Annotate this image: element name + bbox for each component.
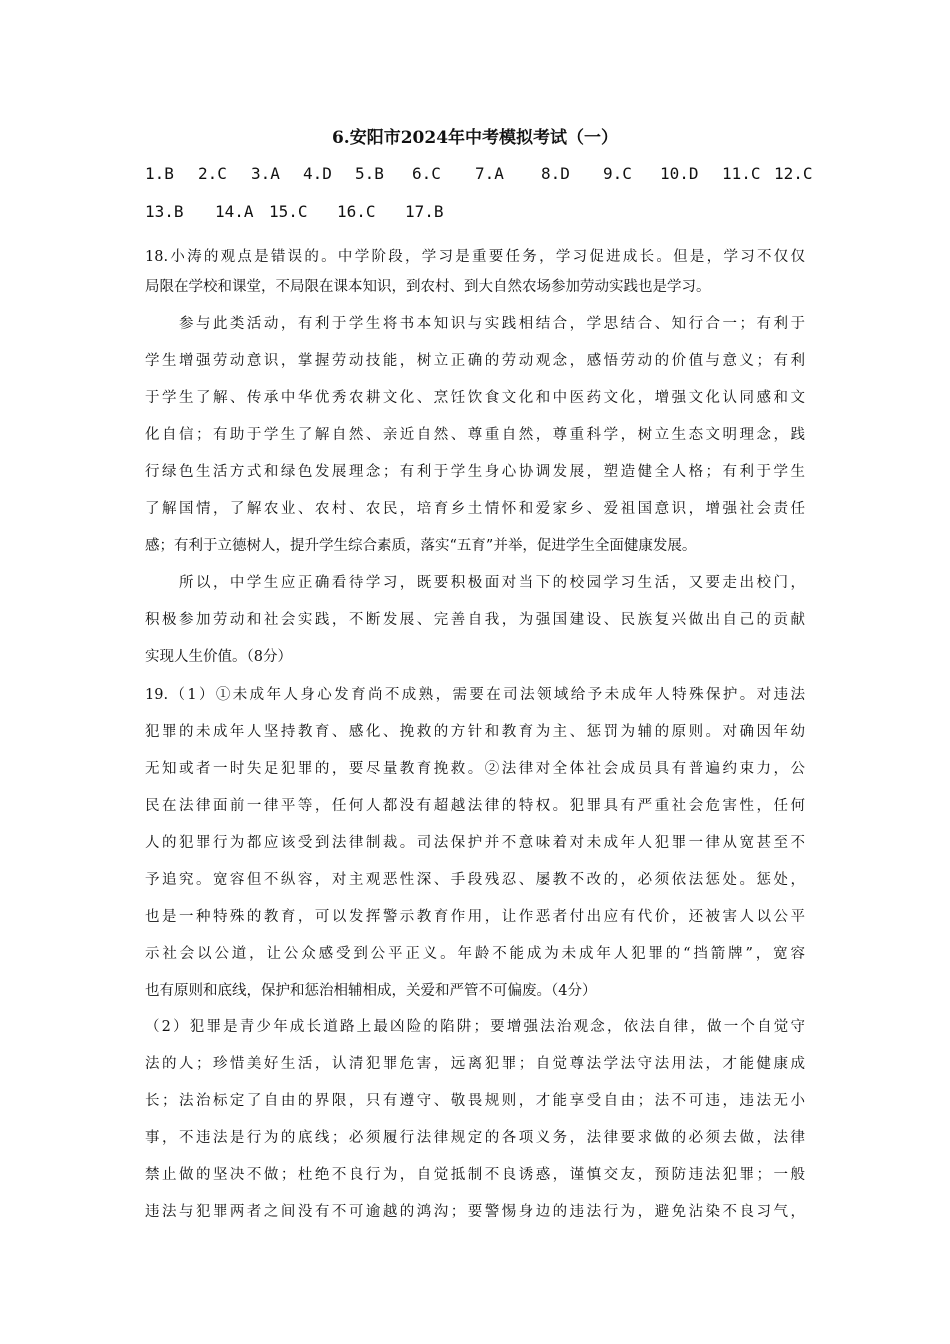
answer-item: 10.D [660, 164, 699, 183]
text-line: 人的犯罪行为都应该受到法律制裁。司法保护并不意味着对未成年人犯罪一律从宽甚至不 [145, 835, 805, 851]
text-line: （2）犯罪是青少年成长道路上最凶险的陷阱；要增强法治观念，依法自律，做一个自觉守 [145, 1019, 805, 1035]
text-line: 所以，中学生应正确看待学习，既要积极面对当下的校园学习生活，又要走出校门， [145, 575, 805, 591]
text-line: 感；有利于立德树人，提升学生综合素质，落实“五育”并举，促进学生全面健康发展。 [145, 538, 697, 554]
text-line: 学生增强劳动意识，掌握劳动技能，树立正确的劳动观念，感悟劳动的价值与意义；有利 [145, 353, 805, 369]
answer-item: 15.C [269, 202, 308, 221]
answer-item: 6.C [412, 164, 441, 183]
text-line: 违法与犯罪两者之间没有不可逾越的鸿沟；要警惕身边的违法行为，避免沾染不良习气， [145, 1204, 805, 1220]
text-line: 实现人生价值。（8分） [145, 649, 292, 665]
answer-item: 4.D [303, 164, 332, 183]
page-title: 6.安阳市2024年中考模拟考试（一） [331, 128, 619, 148]
text-line: 局限在学校和课堂，不局限在课本知识，到农村、到大自然农场参加劳动实践也是学习。 [145, 279, 711, 295]
text-line: 行绿色生活方式和绿色发展理念；有利于学生身心协调发展，塑造健全人格；有利于学生 [145, 464, 805, 480]
text-line: 禁止做的坚决不做；杜绝不良行为，自觉抵制不良诱惑，谨慎交友，预防违法犯罪；一般 [145, 1167, 805, 1183]
answer-item: 5.B [355, 164, 384, 183]
answer-item: 9.C [603, 164, 632, 183]
answer-row-2 [145, 199, 825, 225]
text-line: 示社会以公道，让公众感受到公平正义。年龄不能成为未成年人犯罪的“挡箭牌”，宽容 [145, 946, 805, 962]
answer-item: 2.C [198, 164, 227, 183]
answer-item: 7.A [475, 164, 504, 183]
text-line: 予追究。宽容但不纵容，对主观恶性深、手段残忍、屡教不改的，必须依法惩处。惩处， [145, 872, 805, 888]
text-line: 参与此类活动，有利于学生将书本知识与实践相结合，学思结合、知行合一；有利于 [145, 316, 805, 332]
answer-item: 1.B [145, 164, 174, 183]
answer-item: 16.C [337, 202, 376, 221]
answer-row-1 [145, 161, 825, 187]
text-line: 也有原则和底线，保护和惩治相辅相成，关爱和严管不可偏废。（4分） [145, 983, 597, 999]
text-line: 民在法律面前一律平等，任何人都没有超越法律的特权。犯罪具有严重社会危害性，任何 [145, 798, 805, 814]
text-line: 19.（1）①未成年人身心发育尚不成熟，需要在司法领域给予未成年人特殊保护。对违法 [145, 687, 805, 703]
text-line: 法的人；珍惜美好生活，认清犯罪危害，远离犯罪；自觉尊法学法守法用法，才能健康成 [145, 1056, 805, 1072]
answer-item: 12.C [774, 164, 813, 183]
text-line: 事，不违法是行为的底线；必须履行法律规定的各项义务，法律要求做的必须去做，法律 [145, 1130, 805, 1146]
answer-item: 17.B [405, 202, 444, 221]
answer-item: 11.C [722, 164, 761, 183]
text-line: 化自信；有助于学生了解自然、亲近自然、尊重自然，尊重科学，树立生态文明理念，践 [145, 427, 805, 443]
text-line: 积极参加劳动和社会实践，不断发展、完善自我，为强国建设、民族复兴做出自己的贡献 [145, 612, 805, 628]
text-line: 长；法治标定了自由的界限，只有遵守、敬畏规则，才能享受自由；法不可违，违法无小 [145, 1093, 805, 1109]
text-line: 于学生了解、传承中华优秀农耕文化、烹饪饮食文化和中医药文化，增强文化认同感和文 [145, 390, 805, 406]
answer-item: 13.B [145, 202, 184, 221]
text-line: 了解国情，了解农业、农村、农民，培育乡土情怀和爱家乡、爱祖国意识，增强社会责任 [145, 501, 805, 517]
text-line: 18.小涛的观点是错误的。中学阶段，学习是重要任务，学习促进成长。但是，学习不仅仅 [145, 249, 805, 265]
answer-item: 8.D [541, 164, 570, 183]
text-line: 无知或者一时失足犯罪的，要尽量教育挽救。②法律对全体社会成员具有普遍约束力，公 [145, 761, 805, 777]
answer-item: 14.A [215, 202, 254, 221]
text-line: 犯罪的未成年人坚持教育、感化、挽救的方针和教育为主、惩罚为辅的原则。对确因年幼 [145, 724, 805, 740]
text-line: 也是一种特殊的教育，可以发挥警示教育作用，让作恶者付出应有代价，还被害人以公平 [145, 909, 805, 925]
answer-item: 3.A [251, 164, 280, 183]
